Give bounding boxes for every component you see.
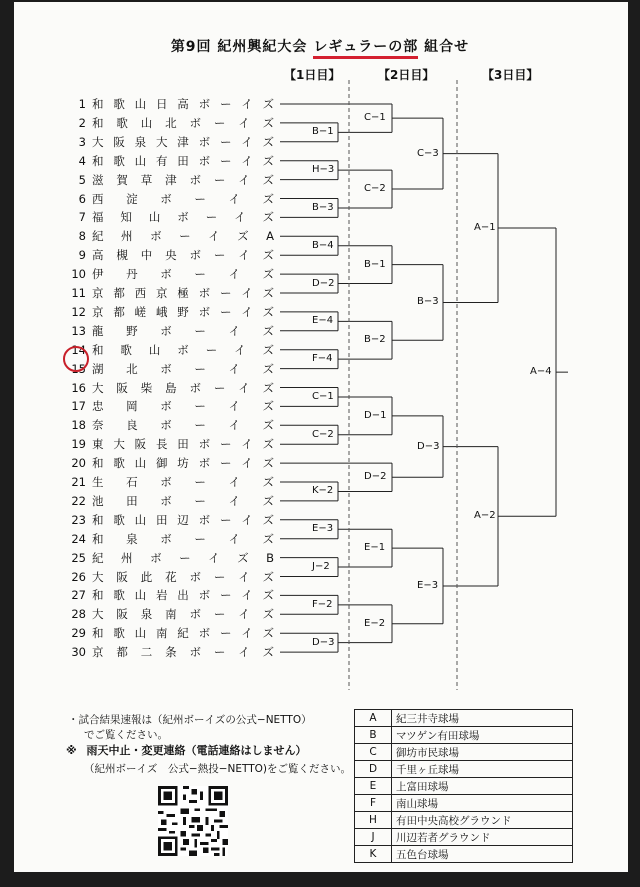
- team-number: 12: [71, 304, 86, 319]
- team-row: [66, 551, 278, 565]
- team-number: 30: [71, 645, 86, 660]
- team-name: 池田ボーイズ: [92, 493, 274, 508]
- team-number: 25: [71, 550, 86, 565]
- match-label-day2: C−1: [364, 112, 386, 124]
- match-label-day2: D−1: [364, 409, 387, 421]
- team-number: 5: [78, 172, 86, 187]
- venue-name: 千里ヶ丘球場: [392, 761, 573, 778]
- venue-name: マツゲン有田球場: [392, 727, 573, 744]
- team-row: [66, 192, 278, 206]
- team-name: 大阪此花ボーイズ: [92, 569, 274, 584]
- team-number: 22: [71, 493, 86, 508]
- team-name: 高槻中央ボーイズ: [92, 248, 274, 263]
- team-number: 26: [71, 569, 86, 584]
- team-row: [66, 305, 278, 319]
- team-row: [66, 513, 278, 527]
- venue-row: [355, 778, 573, 795]
- note-rain-text: 雨天中止・変更連絡（電話連絡はしません）: [86, 744, 307, 757]
- team-number: 6: [78, 191, 86, 206]
- match-label-day2: D−2: [364, 471, 387, 483]
- team-name: 和歌山南紀ボーイズ: [92, 626, 274, 641]
- team-row: [66, 343, 278, 357]
- venue-name: 上富田球場: [392, 778, 573, 795]
- team-name: 福知山ボーイズ: [92, 210, 274, 225]
- team-number: 11: [71, 286, 86, 300]
- team-name: 龍野ボーイズ: [92, 323, 274, 338]
- venue-name: 有田中央高校グラウンド: [392, 812, 573, 829]
- match-label-day2: E−2: [364, 617, 386, 629]
- team-row: [66, 267, 278, 281]
- match-label-day2-final: B−3: [417, 296, 439, 308]
- team-row: [66, 645, 278, 659]
- match-label-day1: K−2: [312, 485, 334, 497]
- team-row: [66, 418, 278, 432]
- qr-code-icon[interactable]: [158, 786, 228, 856]
- venue-name: 紀三井寺球場: [392, 710, 573, 727]
- match-label-day1: B−3: [312, 201, 334, 213]
- venue-name: 御坊市民球場: [392, 744, 573, 761]
- team-number: 7: [78, 210, 86, 225]
- team-row: [66, 570, 278, 584]
- venue-code: E: [355, 778, 392, 795]
- title-highlight: レギュラーの部: [313, 39, 418, 59]
- day2-header: 【2日目】: [378, 68, 435, 82]
- team-name: 奈良ボーイズ: [92, 418, 274, 433]
- team-name: 和歌山日高ボーイズ: [92, 97, 274, 111]
- match-label-day2: C−2: [364, 183, 386, 195]
- match-label-day1: D−2: [312, 277, 335, 289]
- team-name: 京都二条ボーイズ: [92, 645, 274, 660]
- team-number: 28: [71, 607, 86, 622]
- team-row: [66, 381, 278, 395]
- team-number: 23: [71, 512, 86, 527]
- match-label-day1: E−3: [312, 523, 334, 535]
- match-label-day1: D−3: [312, 636, 335, 648]
- team-number: 8: [78, 229, 86, 244]
- match-label-day1: C−1: [312, 390, 334, 402]
- team-name: 忠岡ボーイズ: [92, 399, 274, 414]
- title-suffix: 組合せ: [418, 39, 470, 55]
- title-prefix: 第9回 紀州興紀大会: [170, 39, 314, 55]
- team-row: [66, 135, 278, 149]
- team-row: [66, 116, 278, 130]
- venue-row: [355, 744, 573, 761]
- match-label-day1: C−2: [312, 428, 334, 440]
- team-name: 湖北ボーイズ: [92, 361, 274, 376]
- match-label-day2: B−2: [364, 334, 386, 346]
- match-label-day3: A−1: [474, 222, 496, 234]
- team-name: 紀州ボーイズB: [92, 550, 274, 565]
- note-rain-2: （紀州ボーイズ 公式−熱投−NETTO)をご覧ください。: [84, 763, 351, 775]
- team-name: 京都嵯峨野ボーイズ: [92, 304, 274, 319]
- match-label-day2: E−1: [364, 542, 386, 554]
- team-number: 16: [71, 380, 86, 395]
- venue-code: K: [355, 846, 392, 863]
- team-number: 27: [71, 588, 86, 603]
- venue-name: 川辺若者グラウンド: [392, 829, 573, 846]
- venue-code: C: [355, 744, 392, 761]
- team-row: [66, 248, 278, 262]
- team-row: [66, 399, 278, 413]
- venue-row: [355, 829, 573, 846]
- venue-code: D: [355, 761, 392, 778]
- team-name: 滋賀草津ボーイズ: [92, 172, 274, 187]
- match-label-day1: B−1: [312, 126, 334, 138]
- team-row: [66, 97, 278, 111]
- team-row: [66, 494, 278, 508]
- highlight-circle: [63, 346, 89, 372]
- venue-name: 五色台球場: [392, 846, 573, 863]
- team-number: 15: [71, 361, 86, 376]
- venue-row: [355, 761, 573, 778]
- venue-row: [355, 727, 573, 744]
- match-label-day1: F−2: [312, 598, 333, 610]
- team-name: 和歌山田辺ボーイズ: [92, 512, 274, 527]
- team-number: 17: [71, 399, 86, 414]
- note-results-2: でご覧ください。: [84, 729, 168, 741]
- venue-name: 南山球場: [392, 795, 573, 812]
- team-name: 東大阪長田ボーイズ: [92, 437, 274, 452]
- team-number: 9: [78, 248, 86, 263]
- team-number: 20: [71, 456, 86, 471]
- team-number: 19: [71, 437, 86, 452]
- match-label-day2-final: C−3: [417, 147, 439, 159]
- team-row: [66, 607, 278, 621]
- note-results: ・試合結果速報は（紀州ボーイズの公式−NETTO）: [68, 714, 312, 726]
- team-number: 14: [71, 342, 86, 357]
- team-row: [66, 437, 278, 451]
- team-name: 紀州ボーイズA: [92, 229, 274, 244]
- venue-row: [355, 710, 573, 727]
- team-row: [66, 173, 278, 187]
- venue-code: H: [355, 812, 392, 829]
- team-number: 13: [71, 323, 86, 338]
- team-number: 21: [71, 475, 86, 489]
- venue-row: [355, 846, 573, 863]
- team-number: 2: [78, 115, 86, 130]
- venue-code: B: [355, 727, 392, 744]
- team-name: 西淀ボーイズ: [92, 191, 274, 206]
- team-number: 10: [71, 267, 86, 282]
- match-label-day2-final: D−3: [417, 440, 440, 452]
- venue-code: A: [355, 710, 392, 727]
- match-label-final: A−4: [530, 366, 552, 378]
- team-name: 大阪泉南ボーイズ: [92, 607, 274, 622]
- team-row: [66, 154, 278, 168]
- team-number: 1: [78, 97, 86, 111]
- team-name: 和歌山ボーイズ: [92, 342, 274, 357]
- team-row: [66, 229, 278, 243]
- match-label-day1: E−4: [312, 315, 334, 327]
- team-row: [66, 210, 278, 224]
- team-name: 伊丹ボーイズ: [92, 267, 274, 282]
- team-row: [66, 286, 278, 300]
- team-row: [66, 532, 278, 546]
- day1-header: 【1日目】: [284, 68, 341, 82]
- match-label-day1: B−4: [312, 239, 334, 251]
- match-label-day2-final: E−3: [417, 579, 439, 591]
- team-name: 和歌山岩出ボーイズ: [92, 588, 274, 603]
- team-number: 29: [71, 626, 86, 641]
- team-row: [66, 324, 278, 338]
- match-label-day3: A−2: [474, 510, 496, 522]
- team-name: 和歌山御坊ボーイズ: [92, 456, 274, 471]
- team-name: 生石ボーイズ: [92, 475, 274, 489]
- match-label-day2: B−1: [364, 258, 386, 270]
- team-name: 和歌山有田ボーイズ: [92, 153, 274, 168]
- team-row: [66, 456, 278, 470]
- team-number: 18: [71, 418, 86, 433]
- team-name: 大阪柴島ボーイズ: [92, 380, 274, 395]
- team-row: [66, 626, 278, 640]
- team-row: [66, 362, 278, 376]
- venue-row: [355, 812, 573, 829]
- team-number: 4: [78, 153, 86, 168]
- venue-row: [355, 795, 573, 812]
- note-mark: ※: [66, 744, 77, 757]
- match-label-day1: H−3: [312, 164, 335, 176]
- match-label-day1: J−2: [312, 561, 330, 573]
- venue-code: F: [355, 795, 392, 812]
- team-name: 京都西京極ボーイズ: [92, 286, 274, 300]
- team-name: 和泉ボーイズ: [92, 531, 274, 546]
- note-rain: [66, 744, 307, 758]
- team-number: 24: [71, 531, 86, 546]
- venue-table: [354, 709, 573, 863]
- team-name: 大阪泉大津ボーイズ: [92, 134, 274, 149]
- venue-code: J: [355, 829, 392, 846]
- team-row: [66, 588, 278, 602]
- team-number: 3: [78, 134, 86, 149]
- team-name: 和歌山北ボーイズ: [92, 115, 274, 130]
- match-label-day1: F−4: [312, 353, 333, 365]
- team-row: [66, 475, 278, 489]
- day3-header: 【3日目】: [482, 68, 539, 82]
